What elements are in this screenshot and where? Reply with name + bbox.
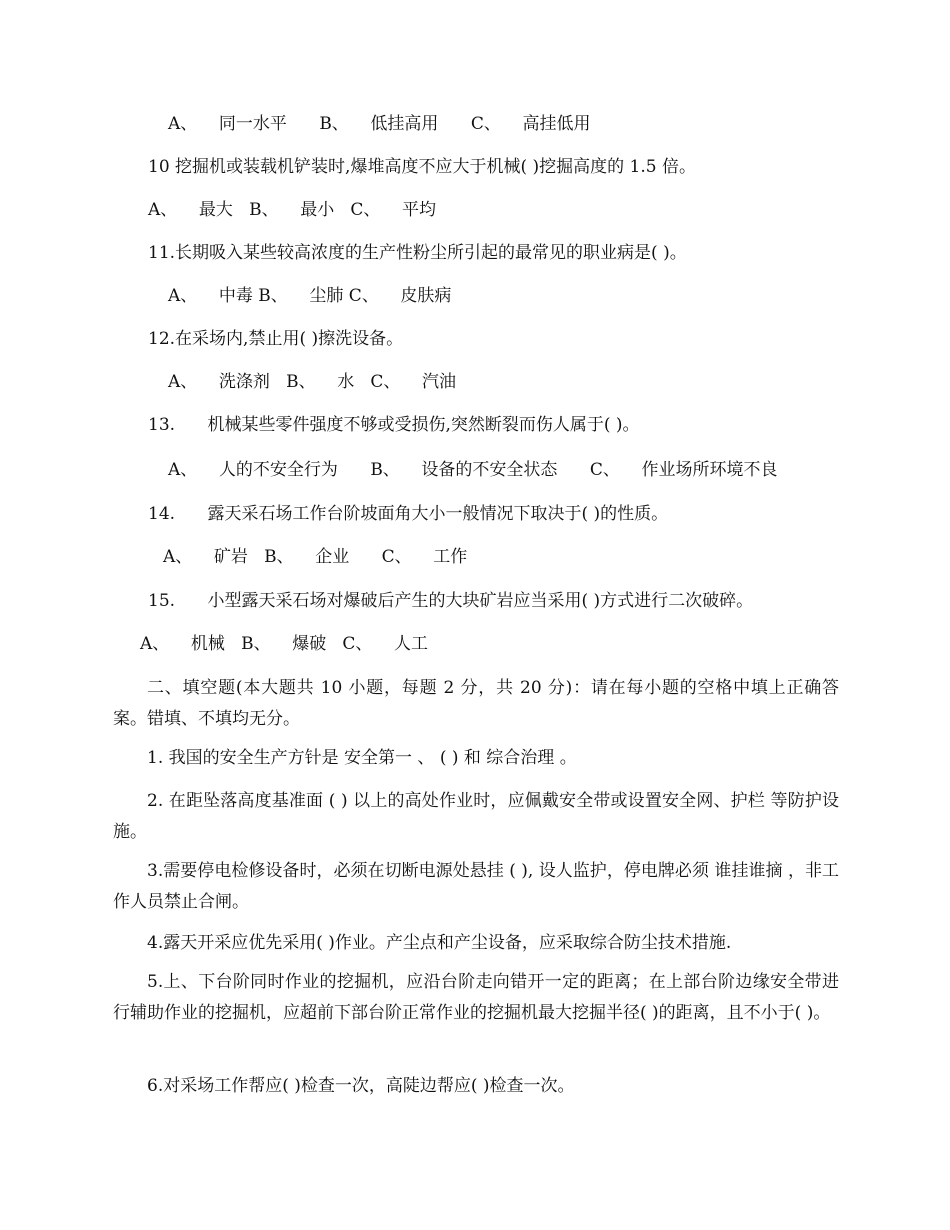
q10-options: A、 最大 B、 最小 C、 平均 — [148, 200, 437, 220]
section-heading: 二、填空题(本大题共 10 小题，每题 2 分，共 20 分)：请在每小题的空格中填上正确答案。错填、不填均无分。 — [113, 678, 839, 729]
q13-question: 13. 机械某些零件强度不够或受损伤,突然断裂而伤人属于( )。 — [148, 415, 640, 435]
fill-item-5: 5.上、下台阶同时作业的挖掘机，应沿台阶走向错开一定的距离；在上部台阶边缘安全带进行辅助作业的挖掘机，应超前下部台阶正常作业的挖掘机最大挖掘半径( )的距离，且不小于( )。 — [113, 972, 839, 1023]
q14-question: 14. 露天采石场工作台阶坡面角大小一般情况下取决于( )的性质。 — [148, 504, 669, 524]
fill-item-3: 3.需要停电检修设备时，必须在切断电源处悬挂 ( ), 设人监护，停电牌必须 谁挂谁摘 ，非工作人员禁止合闸。 — [113, 861, 839, 912]
q9-options: A、 同一水平 B、 低挂高用 C、 高挂低用 — [168, 114, 591, 134]
q11-question: 11.长期吸入某些较高浓度的生产性粉尘所引起的最常见的职业病是( )。 — [148, 243, 687, 263]
fill-item-2: 2. 在距坠落高度基准面 ( ) 以上的高处作业时，应佩戴安全带或设置安全网、护栏 等防护设施。 — [113, 791, 839, 842]
q10-question: 10 挖掘机或装载机铲装时,爆堆高度不应大于机械( )挖掘高度的 1.5 倍。 — [148, 157, 696, 177]
q13-options: A、 人的不安全行为 B、 设备的不安全状态 C、 作业场所环境不良 — [168, 460, 778, 480]
q15-question: 15. 小型露天采石场对爆破后产生的大块矿岩应当采用( )方式进行二次破碎。 — [148, 591, 754, 611]
q11-options: A、 中毒 B、 尘肺 C、 皮肤病 — [168, 286, 452, 306]
q12-options: A、 洗涤剂 B、 水 C、 汽油 — [168, 372, 457, 392]
q15-options: A、 机械 B、 爆破 C、 人工 — [140, 634, 429, 654]
fill-item-4: 4.露天开采应优先采用( )作业。产尘点和产尘设备，应采取综合防尘技术措施. — [147, 933, 732, 953]
fill-item-1: 1. 我国的安全生产方针是 安全第一 、 ( ) 和 综合治理 。 — [147, 748, 577, 768]
fill-item-6: 6.对采场工作帮应( )检查一次，高陡边帮应( )检查一次。 — [147, 1076, 575, 1096]
q14-options: A、 矿岩 B、 企业 C、 工作 — [163, 547, 468, 567]
q12-question: 12.在采场内,禁止用( )擦洗设备。 — [148, 329, 404, 349]
